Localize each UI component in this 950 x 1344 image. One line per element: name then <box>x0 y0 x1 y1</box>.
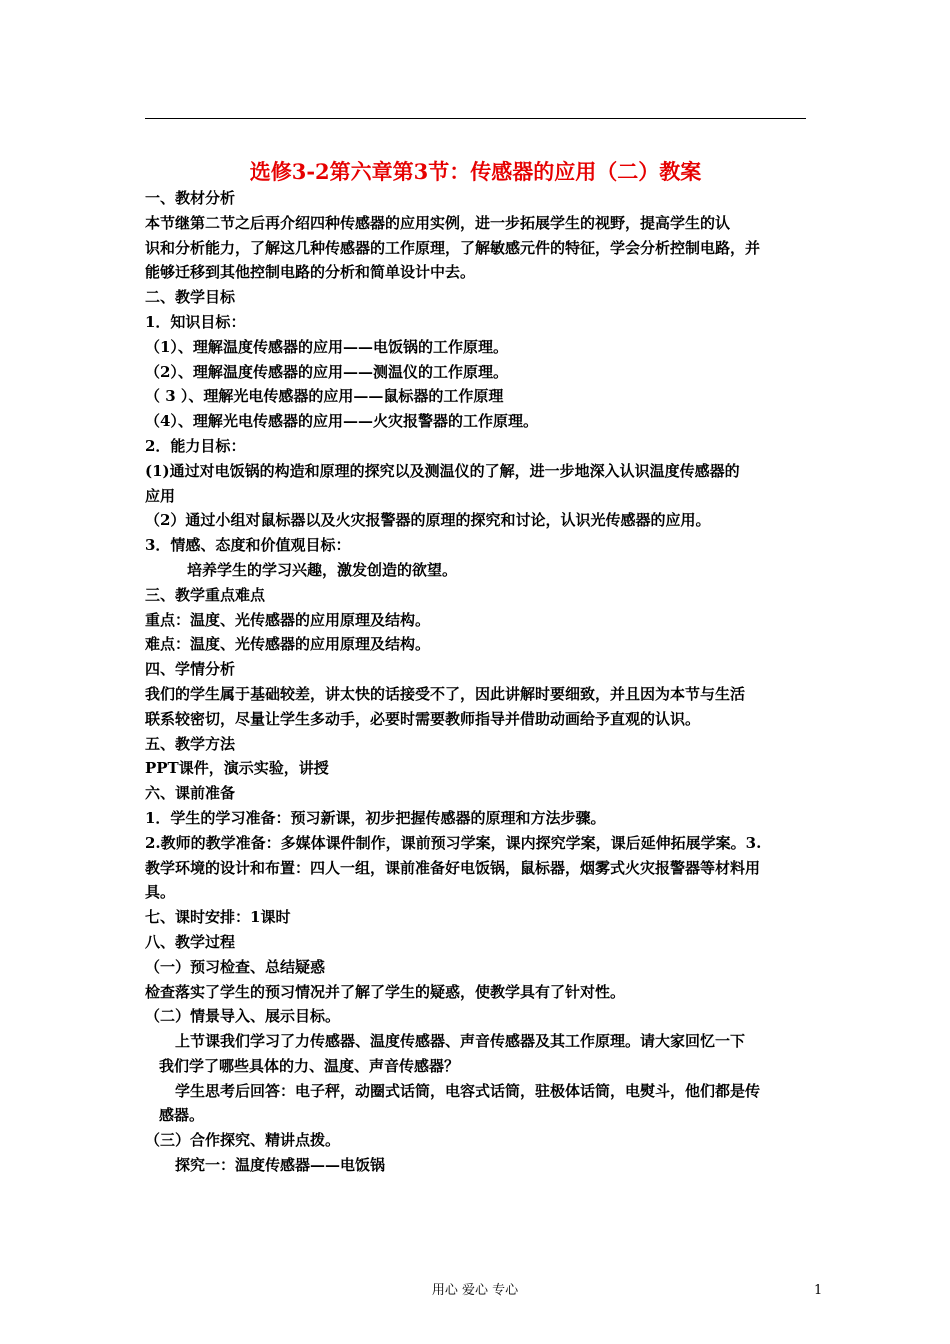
paragraph-line: 难点：温度、光传感器的应用原理及结构。 <box>145 635 431 654</box>
paragraph-line: 能够迁移到其他控制电路的分析和简单设计中去。 <box>145 263 476 282</box>
paragraph-line: 我们的学生属于基础较差，讲太快的话接受不了，因此讲解时要细致，并且因为本节与生活 <box>145 684 746 703</box>
section-heading: 六、课前准备 <box>145 784 236 803</box>
list-item: (1)通过对电饭锅的构造和原理的探究以及测温仪的了解，进一步地深入认识温度传感器的 <box>145 461 740 480</box>
section-heading: 八、教学过程 <box>145 932 236 951</box>
paragraph-line: 1．学生的学习准备：预习新课，初步把握传感器的原理和方法步骤。 <box>145 808 606 827</box>
paragraph-line: 应用 <box>145 486 176 505</box>
list-item: （ 3 ）、理解光电传感器的应用——鼠标器的工作原理 <box>145 387 504 406</box>
section-heading: 二、教学目标 <box>145 288 236 307</box>
subsection-heading: （二）情景导入、展示目标。 <box>145 1007 341 1026</box>
list-item: （4）、理解光电传感器的应用——火灾报警器的工作原理。 <box>145 412 538 431</box>
subsection-heading: （一）预习检查、总结疑惑 <box>145 957 326 976</box>
page-number: 1 <box>814 1283 823 1298</box>
paragraph-line: 我们学了哪些具体的力、温度、声音传感器？ <box>159 1056 460 1075</box>
section-heading: 四、学情分析 <box>145 660 236 679</box>
section-heading: 七、课时安排：1课时 <box>145 908 291 927</box>
paragraph-line: 上节课我们学习了力传感器、温度传感器、声音传感器及其工作原理。请大家回忆一下 <box>175 1032 746 1051</box>
list-item: （2）通过小组对鼠标器以及火灾报警器的原理的探究和讨论，认识光传感器的应用。 <box>145 511 711 530</box>
paragraph-line: 识和分析能力，了解这几种传感器的工作原理，了解敏感元件的特征，学会分析控制电路，并 <box>145 238 761 257</box>
paragraph-line: 探究一：温度传感器——电饭锅 <box>175 1156 386 1175</box>
paragraph-line: 本节继第二节之后再介绍四种传感器的应用实例，进一步拓展学生的视野，提高学生的认 <box>145 213 731 232</box>
section-heading: 五、教学方法 <box>145 734 236 753</box>
page-footer: 用心 爱心 专心 <box>431 1283 519 1298</box>
paragraph-line: 检查落实了学生的预习情况并了解了学生的疑惑，使教学具有了针对性。 <box>145 982 626 1001</box>
list-item: （1）、理解温度传感器的应用——电饭锅的工作原理。 <box>145 337 508 356</box>
paragraph-line: 2.教师的教学准备：多媒体课件制作，课前预习学案，课内探究学案，课后延伸拓展学案。3. <box>145 833 762 852</box>
document-title: 选修3-2第六章第3节：传感器的应用（二）教案 <box>249 159 702 184</box>
subsection-heading: 1．知识目标： <box>145 312 246 331</box>
subsection-heading: （三）合作探究、精讲点拨。 <box>145 1131 341 1150</box>
subsection-heading: 2．能力目标： <box>145 436 246 455</box>
paragraph-line: 教学环境的设计和布置：四人一组，课前准备好电饭锅，鼠标器，烟雾式火灾报警器等材料用 <box>145 858 761 877</box>
paragraph-line: 培养学生的学习兴趣，激发创造的欲望。 <box>187 560 458 579</box>
paragraph-line: 联系较密切，尽量让学生多动手，必要时需要教师指导并借助动画给予直观的认识。 <box>145 709 701 728</box>
subsection-heading: 3．情感、态度和价值观目标： <box>145 536 351 555</box>
paragraph-line: 感器。 <box>159 1106 205 1125</box>
paragraph-line: 学生思考后回答：电子秤，动圈式话筒，电容式话筒，驻极体话筒，电熨斗，他们都是传 <box>175 1081 761 1100</box>
list-item: （2）、理解温度传感器的应用——测温仪的工作原理。 <box>145 362 508 381</box>
document-body <box>145 186 811 1178</box>
section-heading: 三、教学重点难点 <box>145 585 266 604</box>
header-rule <box>145 118 806 119</box>
paragraph-line: PPT课件，演示实验，讲授 <box>145 759 329 778</box>
paragraph-line: 具。 <box>145 883 176 902</box>
paragraph-line: 重点：温度、光传感器的应用原理及结构。 <box>145 610 431 629</box>
section-heading: 一、教材分析 <box>145 189 236 207</box>
